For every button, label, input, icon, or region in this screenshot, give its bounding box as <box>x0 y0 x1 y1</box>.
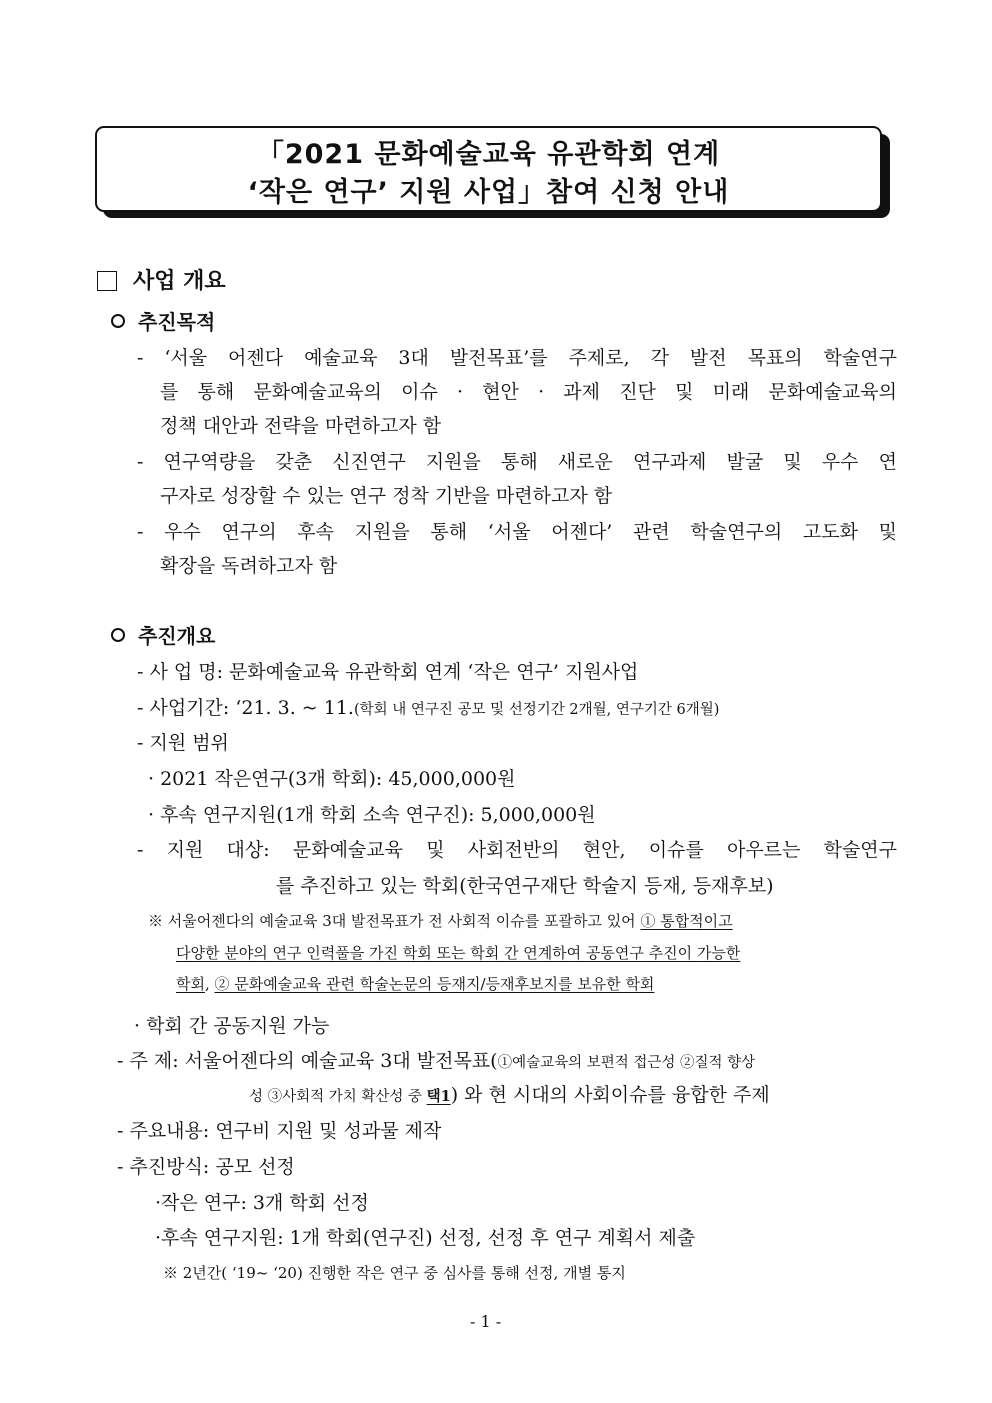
theme-line-2-main: ) 와 현 시대의 사회이슈를 융합한 주제 <box>450 1084 770 1106</box>
title-box <box>95 126 882 212</box>
note-line-1-underlined: ① 통합적이고 <box>640 912 733 930</box>
section-heading: 사업 개요 <box>133 269 226 294</box>
overview-target-line-1: - 지원 대상: 문화예술교육 및 사회전반의 현안, 이슈를 아우르는 학술연구 <box>137 839 897 861</box>
overview-period-note: (학회 내 연구진 공모 및 선정기간 2개월, 연구기간 6개월) <box>353 702 720 718</box>
overview-method: - 추진방식: 공모 선정 <box>117 1156 295 1178</box>
overview-name: - 사 업 명: 문화예술교육 유관학회 연계 ‘작은 연구’ 지원사업 <box>137 661 639 683</box>
theme-line-2-detail: 성 ③사회적 가치 확산성 중 <box>249 1089 427 1105</box>
circle-bullet-icon <box>111 628 125 642</box>
checkbox-icon <box>97 271 117 291</box>
overview-method-item-1: ·작은 연구: 3개 학회 선정 <box>155 1192 369 1214</box>
page-number: - 1 - <box>470 1312 502 1331</box>
note-line-3-plain: , <box>204 975 215 993</box>
theme-line-2-choice: 택1 <box>426 1088 451 1105</box>
note-line-3-underlined-a: 학회 <box>176 975 205 993</box>
purpose-item-3-line-1: - 우수 연구의 후속 지원을 통해 ‘서울 어젠다’ 관련 학술연구의 고도화 및 <box>137 521 897 543</box>
purpose-heading: 추진목적 <box>138 310 216 334</box>
purpose-item-1-line-3: 정책 대안과 전략을 마련하고자 함 <box>160 415 442 437</box>
overview-method-note: ※ 2년간( ‘19~ ‘20) 진행한 작은 연구 중 심사를 통해 선정, 개별 통지 <box>163 1264 626 1282</box>
overview-joint: · 학회 간 공동지원 가능 <box>134 1015 330 1037</box>
purpose-item-1-line-2: 를 통해 문화예술교육의 이슈 · 현안 · 과제 진단 및 미래 문화예술교육의 <box>160 381 897 403</box>
title-line-1: 「2021 문화예술교육 유관학회 연계 <box>256 139 721 170</box>
note-line-1-plain: ※ 서울어젠다의 예술교육 3대 발전목표가 전 사회적 이슈를 포괄하고 있어 <box>148 912 641 930</box>
note-line-3-underlined-b: ② 문화예술교육 관련 학술논문의 등재지/등재후보지를 보유한 학회 <box>214 975 655 993</box>
circle-bullet-icon <box>111 314 125 328</box>
overview-scope-item-2: · 후속 연구지원(1개 학회 소속 연구진): 5,000,000원 <box>148 804 596 826</box>
overview-target-line-2: 를 추진하고 있는 학회(한국연구재단 학술지 등재, 등재후보) <box>276 875 774 897</box>
purpose-item-3-line-2: 확장을 독려하고자 함 <box>160 555 338 577</box>
overview-scope-item-1: · 2021 작은연구(3개 학회): 45,000,000원 <box>148 768 516 790</box>
note-line-2: 다양한 분야의 연구 인력풀을 가진 학회 또는 학회 간 연계하여 공동연구 추진이 가능한 <box>176 944 741 962</box>
purpose-item-2-line-1: - 연구역량을 갖춘 신진연구 지원을 통해 새로운 연구과제 발굴 및 우수 연 <box>137 451 897 473</box>
overview-scope-label: - 지원 범위 <box>137 732 229 754</box>
title-line-2: ‘작은 연구’ 지원 사업」참여 신청 안내 <box>247 177 730 208</box>
purpose-item-1-line-1: - ‘서울 어젠다 예술교육 3대 발전목표’를 주제로, 각 발전 목표의 학술연구 <box>137 347 897 369</box>
overview-method-item-2: ·후속 연구지원: 1개 학회(연구진) 선정, 선정 후 연구 계획서 제출 <box>155 1227 696 1249</box>
overview-content: - 주요내용: 연구비 지원 및 성과물 제작 <box>117 1120 442 1142</box>
overview-period <box>137 693 719 720</box>
purpose-item-2-line-2: 구자로 성장할 수 있는 연구 정착 기반을 마련하고자 함 <box>160 485 613 507</box>
theme-line-1-detail: ①예술교육의 보편적 접근성 ②질적 향상 <box>497 1055 756 1071</box>
overview-theme-line-2 <box>249 1080 770 1107</box>
overview-theme-line-1 <box>117 1046 755 1073</box>
overview-period-main: - 사업기간: ‘21. 3. ~ 11. <box>137 697 354 719</box>
theme-line-1-main: - 주 제: 서울어젠다의 예술교육 3대 발전목표( <box>117 1050 498 1072</box>
overview-heading: 추진개요 <box>138 624 216 648</box>
